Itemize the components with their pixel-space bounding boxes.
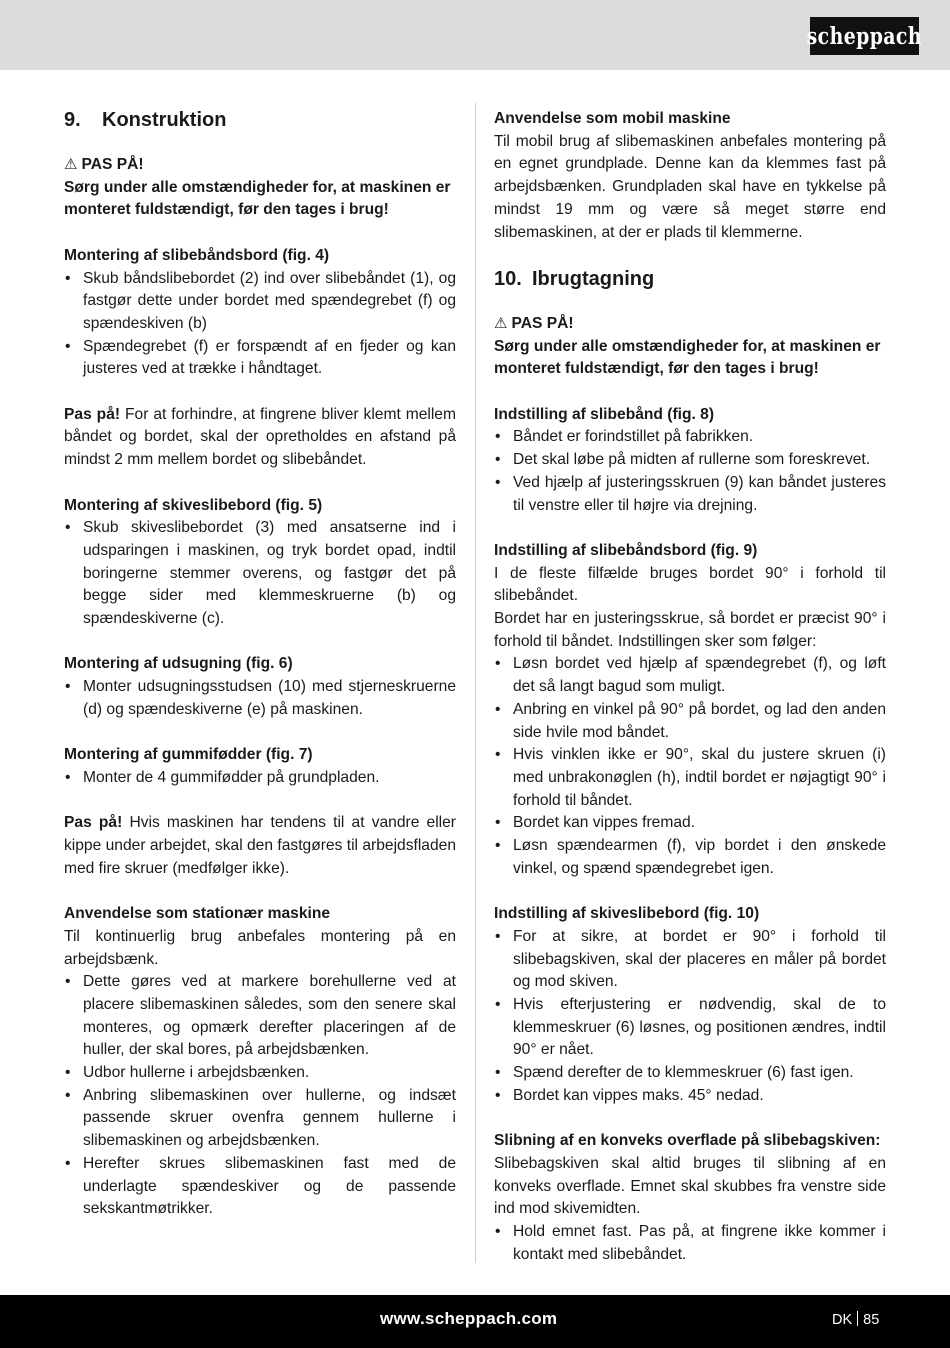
list-item: • Hold emnet fast. Pas på, at fingrene ikke kommer i kontakt med slibebåndet.: [494, 1221, 886, 1266]
bullet-list: [64, 268, 456, 382]
section-konveks: Slibning af en konveks overflade på slibebagskiven: Slibebagskiven skal altid bruges til slibning af en konveks overflade. Emnet skal skubbes fra venstre side ind mod skivemidten. • Hold emnet fast. Pas på, at fingrene ikke kommer i kontakt med slibebåndet.: [494, 1130, 886, 1266]
section-stationaer: Anvendelse som stationær maskine Til kontinuerlig brug anbefales montering på en arbejdsbænk. • Dette gøres ved at markere borehullerne ved at placere slibemaskinen således, som den senere skal monteres, og opmærk derefter placeringen af de huller, der skal bores, på arbejdsbænken. • Udbor hullerne i arbejdsbænken. • Anbring slibemaskinen over hullerne, og indsæt passende skruer ovenfra gennem hullerne i slibemaskinen og arbejdsbænken. • Herefter skrues slibemaskinen fast med de underlagte spændeskiver og de passende sekskantmøtrikker.: [64, 903, 456, 1221]
column-divider: [475, 103, 476, 1263]
note-vandre: Pas på! Hvis maskinen har tendens til at vandre eller kippe under arbejdet, skal den fastgøres til arbejdsfladen med fire skruer (medfølger ikke).: [64, 814, 456, 877]
section-mobil: Anvendelse som mobil maskine Til mobil brug af slibemaskinen anbefales montering på en egnet grundplade. Denne kan da klemmes fast på arbejdsbænken. Grundpladen skal have en tykkelse på mindst 19 mm og være så meget større end slibemaskinen, at der er plads til klemmerne.: [494, 110, 886, 241]
section-udsugning: Montering af udsugning (fig. 6) • Monter udsugningsstudsen (10) med stjerneskruerne (d) og spændeskiverne (e) på maskinen.: [64, 653, 456, 721]
list-item: • Bordet kan vippes maks. 45° nedad.: [494, 1085, 886, 1108]
list-item: • Det skal løbe på midten af rullerne som foreskrevet.: [494, 449, 886, 472]
list-item: • Løsn bordet ved hjælp af spændegrebet (f), og løft det så langt bagud som muligt.: [494, 653, 886, 698]
separator: [857, 1311, 858, 1326]
bullet-list: [494, 926, 886, 1108]
warning-triangle-icon: ⚠: [494, 314, 508, 332]
list-item: • Bordet kan vippes fremad.: [494, 812, 886, 835]
warning-triangle-icon: ⚠: [64, 156, 78, 173]
list-item: • For at sikre, at bordet er 90° i forhold til slibebagskiven, skal der placeres en måler på bordet og mod skiven.: [494, 926, 886, 994]
list-item: • Hvis efterjustering er nødvendig, skal de to klemmeskruer (6) løsnes, og positionen ændres, indtil 90° er nået.: [494, 994, 886, 1062]
page-header: [0, 0, 950, 70]
page-number: DK 85: [832, 1312, 880, 1328]
section-skiveslibebord: Montering af skiveslibebord (fig. 5) • Skub skiveslibebordet (3) med ansatserne ind i udsparingen i maskinen, og tryk bordet opad, indtil boringerne stemmer overens, og fastgør det på begge sider med klemmeskruerne (b) og spændeskiverne (c).: [64, 495, 456, 631]
list-item: • Ved hjælp af justeringsskruen (9) kan båndet justeres til venstre eller til højre via drejning.: [494, 472, 886, 517]
section-skiveslibebord-indstilling: Indstilling af skiveslibebord (fig. 10) • For at sikre, at bordet er 90° i forhold til slibebagskiven, skal der placeres en måler på bordet og mod skiven. • Hvis efterjustering er nødvendig, skal de to klemmeskruer (6) løsnes, og positionen ændres, indtil 90° er nået. • Spænd derefter de to klemmeskruer (6) fast igen. • Bordet kan vippes maks. 45° nedad.: [494, 903, 886, 1107]
list-item: • Dette gøres ved at markere borehullerne ved at placere slibemaskinen således, som den senere skal monteres, og opmærk derefter placeringen af de huller, der skal bores, på arbejdsbænken.: [64, 971, 456, 1062]
section-slibebaandsbord-indstilling: Indstilling af slibebåndsbord (fig. 9) I de fleste filfælde bruges bordet 90° i forhold til slibebåndet. Bordet har en justeringsskrue, så bordet er præcist 90° i forhold til båndet. Indstillingen sker som følger: • Løsn bordet ved hjælp af spændegrebet (f), og løft det så langt bagud som muligt. • Anbring en vinkel på 90° på bordet, og lad den anden side hvile mod båndet. • Hvis vinklen ikke er 90°, skal du justere skruen (i) med unbrakonøglen (h), indtil bordet er nøjagtigt 90° i forhold til båndet. • Bordet kan vippes fremad. • Løsn spændearmen (f), vip bordet i den ønskede vinkel, og spænd spændegrebet igen.: [494, 540, 886, 881]
bullet-list: [64, 971, 456, 1221]
note-fingers: Pas på! For at forhindre, at fingrene bliver klemt mellem båndet og bordet, skal der opretholdes en afstand på mindst 2 mm mellem bordet og slibebåndet.: [64, 405, 456, 469]
list-item: • Løsn spændearmen (f), vip bordet i den ønskede vinkel, og spænd spændegrebet igen.: [494, 835, 886, 880]
list-item: • Spænd derefter de to klemmeskruer (6) fast igen.: [494, 1062, 886, 1085]
section-slibebaandsbord: Montering af slibebåndsbord (fig. 4) • Skub båndslibebordet (2) ind over slibebåndet (1), og fastgør dette under bordet med spændegrebet (f) og spændeskiven (b) • Spændegrebet (f) er forspændt af en fjeder og kan justeres ved at trække i håndtaget.: [64, 245, 456, 381]
scheppach-logo: scheppach: [810, 17, 919, 55]
section-gummifoedder: Montering af gummifødder (fig. 7) • Monter de 4 gummifødder på grundpladen.: [64, 744, 456, 789]
list-item: • Anbring en vinkel på 90° på bordet, og lad den anden side hvile mod båndet.: [494, 699, 886, 744]
website-url: www.scheppach.com: [380, 1309, 558, 1328]
list-item: • Udbor hullerne i arbejdsbænken.: [64, 1062, 456, 1085]
list-item: • Båndet er forindstillet på fabrikken.: [494, 426, 886, 449]
bullet-list: [64, 517, 456, 631]
bullet-list: [494, 653, 886, 880]
warning-block: ⚠ PAS PÅ! Sørg under alle omstændigheder for, at maskinen er monteret fuldstændigt, før den tages i brug!: [494, 314, 881, 378]
right-column: [494, 108, 886, 1289]
page-footer: [0, 1295, 950, 1348]
list-item: • Skub skiveslibebordet (3) med ansatserne ind i udsparingen i maskinen, og tryk bordet opad, indtil boringerne stemmer overens, og fastgør det på begge sider med klemmeskruerne (b) og spændeskiverne (c).: [64, 517, 456, 631]
left-column: [64, 108, 456, 1244]
list-item: • Monter udsugningsstudsen (10) med stjerneskruerne (d) og spændeskiverne (e) på maskinen.: [64, 676, 456, 721]
list-item: • Skub båndslibebordet (2) ind over slibebåndet (1), og fastgør dette under bordet med spændegrebet (f) og spændeskiven (b): [64, 268, 456, 336]
list-item: • Spændegrebet (f) er forspændt af en fjeder og kan justeres ved at trække i håndtaget.: [64, 336, 456, 381]
list-item: • Anbring slibemaskinen over hullerne, og indsæt passende skruer ovenfra gennem hullerne i slibemaskinen og arbejdsbænken.: [64, 1085, 456, 1153]
bullet-list: [494, 1221, 886, 1266]
bullet-list: [64, 767, 456, 790]
section-slibebaand: Indstilling af slibebånd (fig. 8) • Båndet er forindstillet på fabrikken. • Det skal løbe på midten af rullerne som foreskrevet. • Ved hjælp af justeringsskruen (9) kan båndet justeres til venstre eller til højre via drejning.: [494, 404, 886, 518]
list-item: • Monter de 4 gummifødder på grundpladen.: [64, 767, 456, 790]
section-heading-10: 10. Ibrugtagning: [494, 267, 655, 290]
bullet-list: [494, 426, 886, 517]
list-item: • Hvis vinklen ikke er 90°, skal du justere skruen (i) med unbrakonøglen (h), indtil bordet er nøjagtigt 90° i forhold til båndet.: [494, 744, 886, 812]
warning-block: ⚠ PAS PÅ! Sørg under alle omstændigheder for, at maskinen er monteret fuldstændigt, før den tages i brug!: [64, 156, 451, 219]
section-heading-9: 9. Konstruktion: [64, 109, 227, 131]
bullet-list: [64, 676, 456, 721]
list-item: • Herefter skrues slibemaskinen fast med de underlagte spændeskiver og de passende sekskantmøtrikker.: [64, 1153, 456, 1221]
